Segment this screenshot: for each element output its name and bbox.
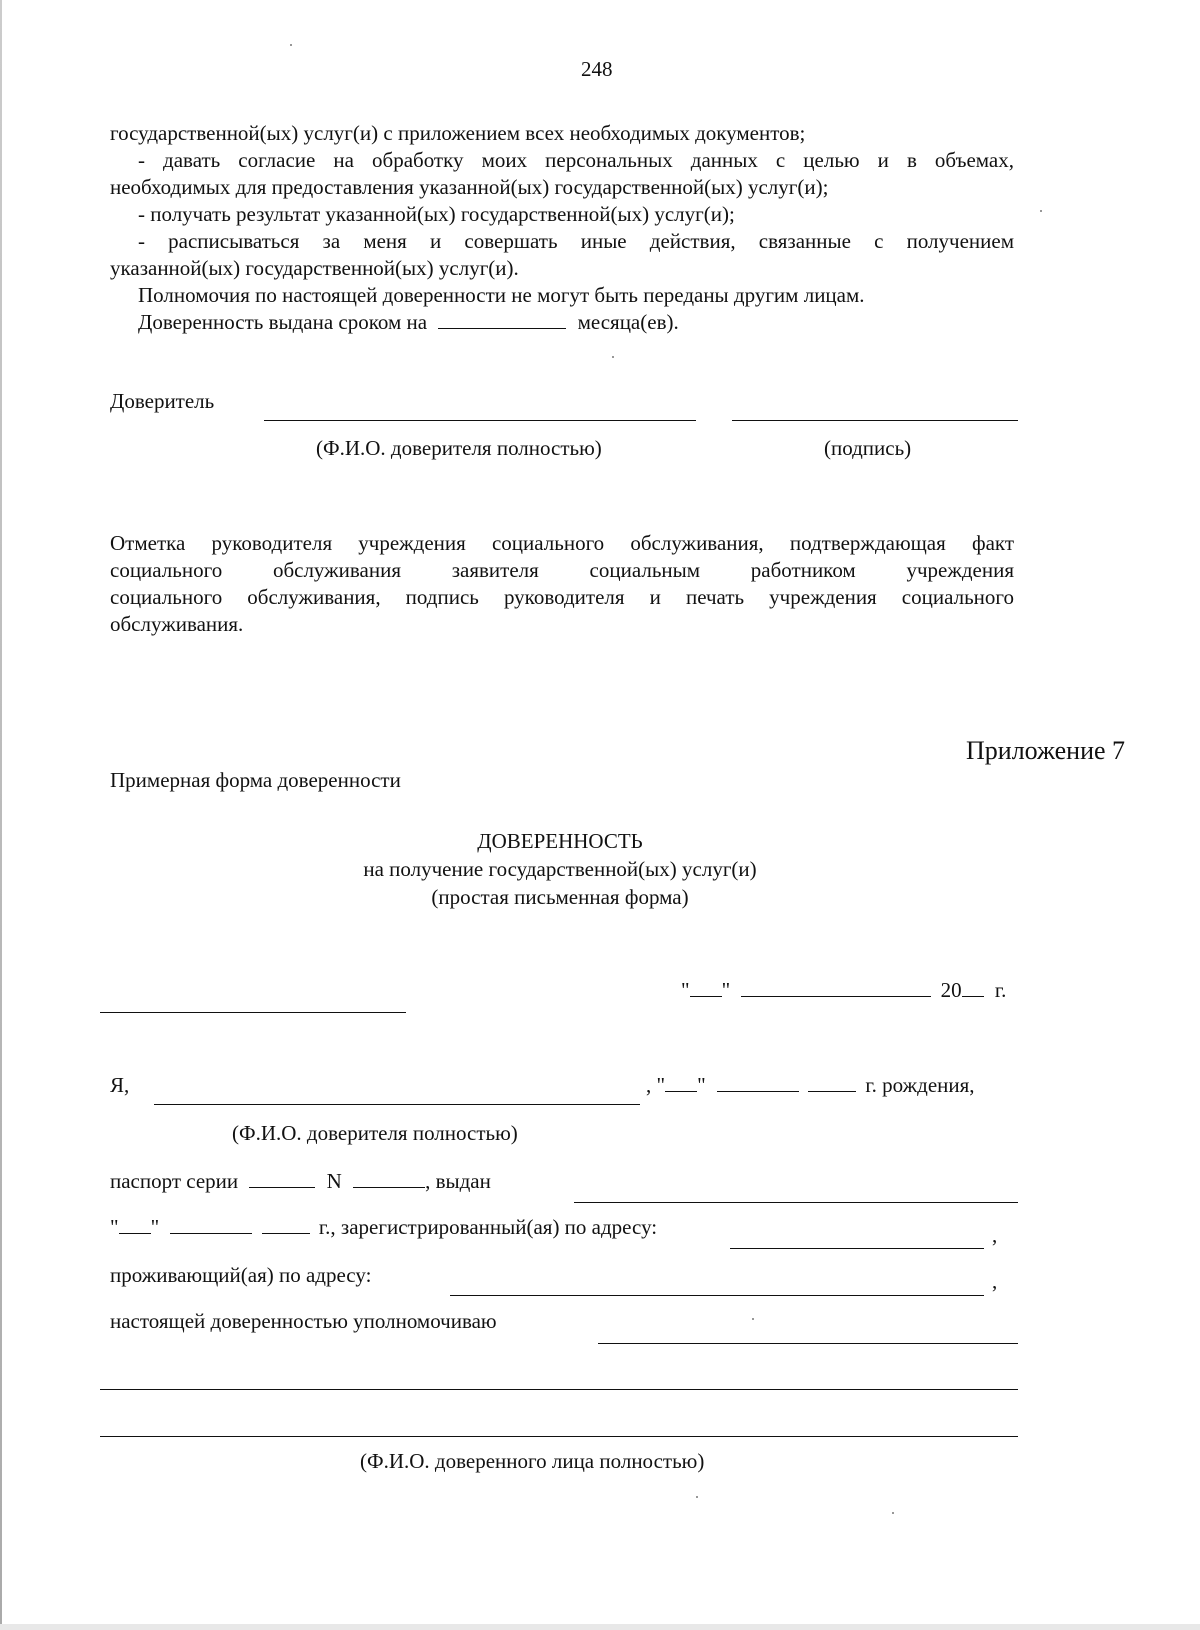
term-line	[110, 309, 1014, 336]
term-months-blank[interactable]	[438, 312, 566, 329]
text-line: социального обслуживания заявителя социальным работником учреждения	[110, 558, 1014, 582]
date-day-blank[interactable]	[690, 980, 722, 997]
passport-number-label: N	[326, 1169, 342, 1193]
issued-label: , выдан	[425, 1169, 491, 1193]
passport-series-blank[interactable]	[249, 1171, 315, 1188]
text-line: Отметка руководителя учреждения социального обслуживания, подтверждающая факт	[110, 531, 1014, 555]
residence-address-blank[interactable]	[450, 1295, 984, 1296]
registration-address-blank[interactable]	[730, 1248, 984, 1249]
issue-month-blank[interactable]	[170, 1217, 252, 1234]
comma: ,	[992, 1269, 998, 1293]
issue-day-blank[interactable]	[119, 1217, 151, 1234]
comma: ,	[992, 1223, 998, 1247]
birth-month-blank[interactable]	[717, 1075, 799, 1092]
signature-caption: (подпись)	[824, 436, 912, 460]
quote-close: "	[150, 1215, 160, 1239]
principal-signature-blank[interactable]	[732, 420, 1018, 421]
page-number: 248	[581, 57, 613, 81]
quote-open: "	[656, 1073, 666, 1097]
principal-name-blank[interactable]	[154, 1104, 640, 1105]
top-section	[110, 120, 1014, 336]
quote-close: "	[697, 1073, 706, 1097]
date-year-blank[interactable]	[962, 980, 984, 997]
principal-fio-blank[interactable]	[264, 420, 696, 421]
trustee-blank[interactable]	[100, 1389, 1018, 1390]
scan-edge	[0, 1624, 1200, 1630]
principal-fio-caption: (Ф.И.О. доверителя полностью)	[316, 436, 602, 460]
passport-number-blank[interactable]	[353, 1171, 425, 1188]
passport-prefix: паспорт серии	[110, 1169, 239, 1193]
date-month-blank[interactable]	[741, 980, 931, 997]
date-line	[681, 977, 1006, 1004]
place-blank[interactable]	[100, 1012, 406, 1013]
registration-line	[110, 1214, 657, 1241]
text-line: Полномочия по настоящей доверенности не могут быть переданы другим лицам.	[138, 283, 865, 307]
scan-speck	[290, 44, 292, 46]
registered-label: г., зарегистрированный(ая) по адресу:	[318, 1215, 658, 1239]
text-line: - получать результат указанной(ых) государственной(ых) услуг(и);	[138, 202, 735, 226]
text-line: - расписываться за меня и совершать иные действия, связанные с получением	[138, 229, 1014, 253]
term-suffix: месяца(ев).	[577, 310, 679, 334]
form-title: ДОВЕРЕННОСТЬ	[477, 829, 643, 853]
text-line: необходимых для предоставления указанной(ых) государственной(ых) услуг(и);	[110, 175, 829, 199]
term-prefix: Доверенность выдана сроком на	[138, 310, 428, 334]
form-subtitle: на получение государственной(ых) услуг(и)	[363, 857, 757, 881]
trustee-blank[interactable]	[100, 1436, 1018, 1437]
birth-year-blank[interactable]	[808, 1075, 856, 1092]
trustee-caption: (Ф.И.О. доверенного лица полностью)	[360, 1449, 705, 1473]
scan-speck	[1040, 210, 1042, 212]
birth-suffix: г. рождения,	[865, 1073, 975, 1097]
scan-speck	[696, 1496, 698, 1498]
text-line: указанной(ых) государственной(ых) услуг(и).	[110, 256, 519, 280]
form-subtitle: (простая письменная форма)	[431, 885, 689, 909]
scan-speck	[612, 356, 614, 358]
scan-speck	[892, 1512, 894, 1514]
residing-label: проживающий(ая) по адресу:	[110, 1263, 372, 1287]
principal-fio-caption: (Ф.И.О. доверителя полностью)	[232, 1121, 518, 1145]
birth-date-line: , " " г. рождения,	[646, 1073, 975, 1097]
director-note	[110, 530, 1014, 638]
form-label: Примерная форма доверенности	[110, 768, 401, 792]
text-line: обслуживания.	[110, 612, 244, 636]
principal-label: Доверитель	[110, 389, 215, 413]
i-label: Я,	[110, 1073, 130, 1097]
quote-open: "	[681, 978, 690, 1002]
birth-day-blank[interactable]	[665, 1075, 697, 1092]
passport-line	[110, 1168, 491, 1195]
scan-edge	[0, 0, 2, 1630]
year-prefix: 20	[940, 978, 962, 1002]
appendix-label: Приложение 7	[966, 736, 1126, 765]
text-line: - давать согласие на обработку моих персональных данных с целью и в объемах,	[138, 148, 1014, 172]
text-line: государственной(ых) услуг(и) с приложением всех необходимых документов;	[110, 121, 806, 145]
authorize-label: настоящей доверенностью уполномочиваю	[110, 1309, 497, 1333]
quote-close: "	[721, 978, 731, 1002]
issued-by-blank[interactable]	[574, 1202, 1018, 1203]
quote-open: "	[110, 1215, 119, 1239]
trustee-blank[interactable]	[598, 1343, 1018, 1344]
text-line: социального обслуживания, подпись руководителя и печать учреждения социального	[110, 585, 1014, 609]
year-suffix: г.	[994, 978, 1007, 1002]
scan-speck	[752, 1318, 754, 1320]
issue-year-blank[interactable]	[262, 1217, 310, 1234]
